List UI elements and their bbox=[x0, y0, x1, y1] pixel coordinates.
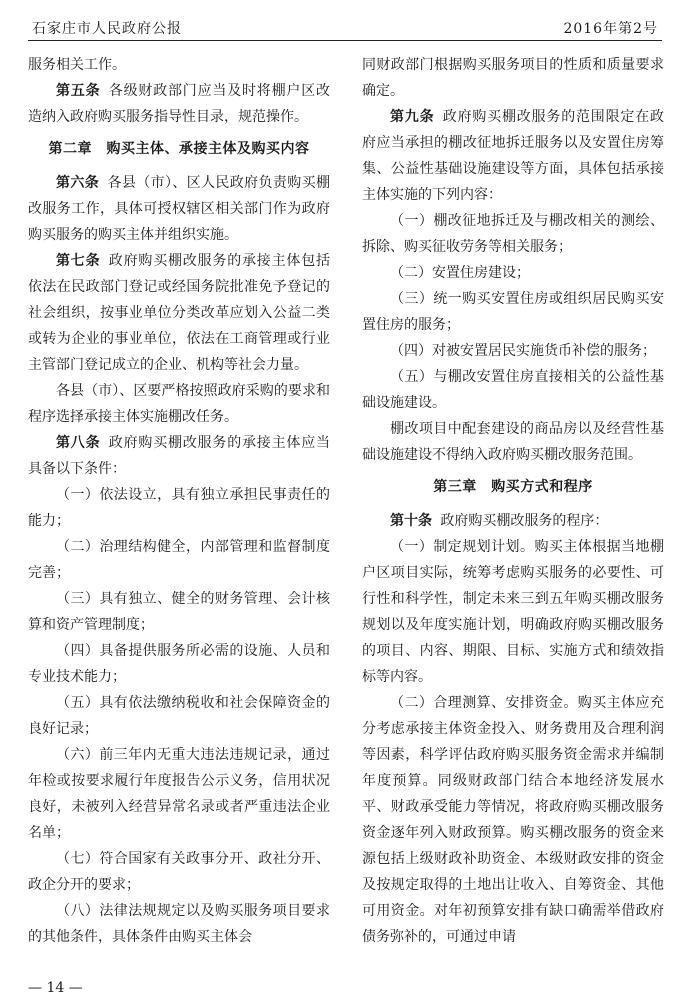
paragraph bbox=[28, 898, 330, 950]
right-column bbox=[362, 52, 664, 950]
paragraph bbox=[28, 534, 330, 586]
publication-title: 石家庄市人民政府公报 bbox=[32, 21, 182, 37]
paragraph bbox=[362, 104, 664, 208]
paragraph-text: （四）对被安置居民实施货币补偿的服务； bbox=[390, 343, 656, 359]
paragraph-text: （二）治理结构健全，内部管理和监督制度完善； bbox=[28, 539, 330, 581]
paragraph bbox=[28, 846, 330, 898]
paragraph bbox=[362, 534, 664, 690]
issue-number: 2016年第2号 bbox=[563, 21, 658, 37]
paragraph-text: （三）统一购买安置住房或组织居民购买安置住房的服务； bbox=[362, 291, 664, 333]
paragraph-text: （七）符合国家有关政事分开、政社分开、政企分开的要求； bbox=[28, 851, 330, 893]
page-number: — 14 — bbox=[28, 980, 83, 996]
paragraph bbox=[362, 508, 664, 534]
article-label: 第八条 bbox=[56, 435, 101, 451]
paragraph bbox=[28, 248, 330, 378]
paragraph bbox=[362, 416, 664, 468]
paragraph-text: （一）依法设立，具有独立承担民事责任的能力； bbox=[28, 487, 330, 529]
paragraph-text: （一）制定规划计划。购买主体根据当地棚户区项目实际，统筹考虑购买服务的必要性、可行性和科学性，制定未来三到五年购买棚改服务规划以及年度实施计划，明确政府购买棚改服务的项目、内容、期限、目标、实施方式和绩效指标等内容。 bbox=[362, 539, 664, 685]
paragraph bbox=[28, 586, 330, 638]
paragraph bbox=[28, 52, 330, 78]
article-label: 第九条 bbox=[390, 109, 435, 125]
paragraph bbox=[362, 260, 664, 286]
paragraph-text: 各县（市）、区要严格按照政府采购的要求和程序选择承接主体实施棚改任务。 bbox=[28, 383, 330, 425]
article-label: 第五条 bbox=[56, 83, 101, 99]
paragraph bbox=[362, 690, 664, 950]
paragraph bbox=[28, 78, 330, 130]
paragraph bbox=[28, 430, 330, 482]
paragraph bbox=[362, 338, 664, 364]
paragraph-text: （三）具有独立、健全的财务管理、会计核算和资产管理制度； bbox=[28, 591, 330, 633]
paragraph-text: 政府购买棚改服务的范围限定在政府应当承担的棚改征地拆迁服务以及安置住房筹集、公益性基础设施建设等方面，具体包括承接主体实施的下列内容： bbox=[362, 109, 665, 203]
paragraph-text: 各县（市）、区人民政府负责购买棚改服务工作，具体可授权辖区相关部门作为政府购买服务的购买主体并组织实施。 bbox=[28, 175, 331, 243]
paragraph-text: （六）前三年内无重大违法违规记录，通过年检或按要求履行年度报告公示义务，信用状况良好，未被列入经营异常名录或者严重违法企业名单； bbox=[28, 747, 330, 841]
paragraph-text: （一）棚改征地拆迁及与棚改相关的测绘、拆除、购买征收劳务等相关服务； bbox=[362, 213, 664, 255]
paragraph-text: （五）具有依法缴纳税收和社会保障资金的良好记录； bbox=[28, 695, 330, 737]
paragraph-text: 政府购买棚改服务的承接主体包括依法在民政部门登记或经国务院批准免予登记的社会组织，按事业单位分类改革应划入公益二类或转为企业的事业单位，依法在工商管理或行业主管部门登记成立的企业、机构等社会力量。 bbox=[28, 253, 331, 373]
paragraph-text: （二）安置住房建设； bbox=[390, 265, 530, 281]
paragraph bbox=[28, 170, 330, 248]
paragraph bbox=[28, 742, 330, 846]
article-label: 第十条 bbox=[390, 513, 432, 529]
article-label: 第六条 bbox=[56, 175, 100, 191]
paragraph bbox=[362, 208, 664, 260]
paragraph-text: （八）法律法规规定以及购买服务项目要求的其他条件，具体条件由购买主体会 bbox=[28, 903, 330, 945]
chapter-heading: 第二章 购买主体、承接主体及购买内容 bbox=[48, 141, 310, 157]
paragraph-text: 同财政部门根据购买服务项目的性质和质量要求确定。 bbox=[362, 57, 664, 99]
paragraph-text: 棚改项目中配套建设的商品房以及经营性基础设施建设不得纳入政府购买棚改服务范围。 bbox=[362, 421, 664, 463]
page-header bbox=[28, 14, 662, 41]
paragraph bbox=[362, 364, 664, 416]
paragraph bbox=[28, 638, 330, 690]
paragraph-text: （五）与棚改安置住房直接相关的公益性基础设施建设。 bbox=[362, 369, 664, 411]
paragraph-text: 政府购买棚改服务的程序： bbox=[440, 513, 609, 529]
article-label: 第七条 bbox=[56, 253, 101, 269]
paragraph-text: 各级财政部门应当及时将棚户区改造纳入政府购买服务指导性目录，规范操作。 bbox=[28, 83, 331, 125]
paragraph bbox=[28, 378, 330, 430]
paragraph bbox=[28, 690, 330, 742]
chapter-heading: 第三章 购买方式和程序 bbox=[433, 479, 593, 495]
paragraph bbox=[362, 286, 664, 338]
paragraph-text: （二）合理测算、安排资金。购买主体应充分考虑承接主体资金投入、财务费用及合理利润等因素，科学评估政府购买服务资金需求并编制年度预算。同级财政部门结合本地经济发展水平、财政承受能力等情况，将政府购买棚改服务资金逐年列入财政预算。购买棚改服务的资金来源包括上级财政补助资金、本级财政安排的资金及按规定取得的土地出让收入、自筹资金、其他可用资金。对年初预算安排有缺口确需举借政府债务弥补的，可通过申请 bbox=[362, 695, 664, 945]
paragraph-text: （四）具备提供服务所必需的设施、人员和专业技术能力； bbox=[28, 643, 330, 685]
paragraph-text: 政府购买棚改服务的承接主体应当具备以下条件： bbox=[28, 435, 331, 477]
paragraph bbox=[28, 482, 330, 534]
paragraph-text: 服务相关工作。 bbox=[28, 57, 126, 73]
left-column bbox=[28, 52, 330, 950]
paragraph bbox=[362, 52, 664, 104]
